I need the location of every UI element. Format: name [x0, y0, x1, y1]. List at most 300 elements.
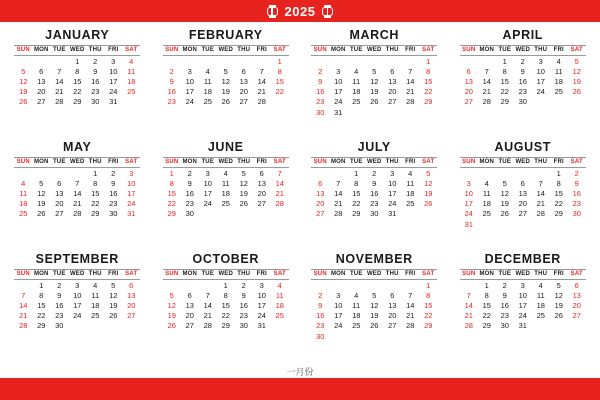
- day-cell[interactable]: 12: [370, 300, 379, 310]
- day-cell[interactable]: 13: [37, 76, 46, 86]
- day-cell[interactable]: 25: [482, 209, 491, 219]
- day-cell[interactable]: 16: [316, 87, 325, 97]
- day-cell[interactable]: 14: [55, 76, 64, 86]
- day-cell[interactable]: 13: [518, 188, 527, 198]
- day-cell[interactable]: 11: [482, 188, 491, 198]
- day-cell[interactable]: 16: [370, 188, 379, 198]
- day-cell[interactable]: 1: [426, 56, 431, 66]
- day-cell[interactable]: 24: [388, 199, 397, 209]
- day-cell[interactable]: 13: [316, 188, 325, 198]
- day-cell[interactable]: 14: [334, 188, 343, 198]
- day-cell[interactable]: 16: [167, 87, 176, 97]
- day-cell[interactable]: 8: [169, 178, 174, 188]
- day-cell[interactable]: 27: [464, 97, 473, 107]
- day-cell[interactable]: 31: [257, 321, 266, 331]
- day-cell[interactable]: 12: [167, 300, 176, 310]
- day-cell[interactable]: 1: [223, 280, 228, 290]
- day-cell[interactable]: 23: [500, 311, 509, 321]
- day-cell[interactable]: 29: [424, 321, 433, 331]
- day-cell[interactable]: 18: [406, 188, 415, 198]
- day-cell[interactable]: 25: [536, 311, 545, 321]
- day-cell[interactable]: 6: [574, 280, 579, 290]
- day-cell[interactable]: 10: [185, 76, 194, 86]
- day-cell[interactable]: 12: [500, 188, 509, 198]
- day-cell[interactable]: 13: [185, 300, 194, 310]
- day-cell[interactable]: 4: [129, 56, 134, 66]
- day-cell[interactable]: 8: [93, 178, 98, 188]
- day-cell[interactable]: 18: [554, 76, 563, 86]
- day-cell[interactable]: 28: [73, 209, 82, 219]
- day-cell[interactable]: 5: [556, 280, 561, 290]
- day-cell[interactable]: 17: [536, 76, 545, 86]
- day-cell[interactable]: 27: [572, 311, 581, 321]
- day-cell[interactable]: 2: [502, 280, 507, 290]
- day-cell[interactable]: 1: [93, 168, 98, 178]
- day-cell[interactable]: 24: [73, 311, 82, 321]
- day-cell[interactable]: 8: [39, 290, 44, 300]
- day-cell[interactable]: 21: [406, 87, 415, 97]
- day-cell[interactable]: 20: [239, 87, 248, 97]
- day-cell[interactable]: 13: [55, 188, 64, 198]
- day-cell[interactable]: 28: [482, 97, 491, 107]
- day-cell[interactable]: 10: [388, 178, 397, 188]
- day-cell[interactable]: 19: [424, 188, 433, 198]
- day-cell[interactable]: 13: [572, 290, 581, 300]
- day-cell[interactable]: 21: [203, 311, 212, 321]
- day-cell[interactable]: 13: [257, 178, 266, 188]
- day-cell[interactable]: 28: [19, 321, 28, 331]
- day-cell[interactable]: 26: [370, 321, 379, 331]
- day-cell[interactable]: 7: [408, 290, 413, 300]
- day-cell[interactable]: 5: [574, 56, 579, 66]
- day-cell[interactable]: 23: [316, 97, 325, 107]
- day-cell[interactable]: 19: [221, 87, 230, 97]
- day-cell[interactable]: 30: [109, 209, 118, 219]
- day-cell[interactable]: 27: [518, 209, 527, 219]
- day-cell[interactable]: 24: [109, 87, 118, 97]
- day-cell[interactable]: 9: [520, 66, 525, 76]
- day-cell[interactable]: 10: [127, 178, 136, 188]
- day-cell[interactable]: 2: [169, 66, 174, 76]
- day-cell[interactable]: 22: [73, 87, 82, 97]
- day-cell[interactable]: 6: [390, 66, 395, 76]
- day-cell[interactable]: 27: [55, 209, 64, 219]
- day-cell[interactable]: 31: [127, 209, 136, 219]
- day-cell[interactable]: 18: [275, 300, 284, 310]
- day-cell[interactable]: 16: [185, 188, 194, 198]
- day-cell[interactable]: 21: [257, 87, 266, 97]
- day-cell[interactable]: 11: [19, 188, 28, 198]
- day-cell[interactable]: 28: [464, 321, 473, 331]
- day-cell[interactable]: 8: [223, 290, 228, 300]
- day-cell[interactable]: 21: [482, 87, 491, 97]
- day-cell[interactable]: 26: [554, 311, 563, 321]
- day-cell[interactable]: 15: [482, 300, 491, 310]
- day-cell[interactable]: 15: [500, 76, 509, 86]
- day-cell[interactable]: 29: [554, 209, 563, 219]
- day-cell[interactable]: 15: [424, 300, 433, 310]
- day-cell[interactable]: 11: [536, 290, 545, 300]
- day-cell[interactable]: 4: [93, 280, 98, 290]
- day-cell[interactable]: 5: [111, 280, 116, 290]
- day-cell[interactable]: 3: [205, 168, 210, 178]
- day-cell[interactable]: 17: [334, 311, 343, 321]
- day-cell[interactable]: 28: [55, 97, 64, 107]
- day-cell[interactable]: 10: [109, 66, 118, 76]
- day-cell[interactable]: 5: [39, 178, 44, 188]
- day-cell[interactable]: 10: [334, 76, 343, 86]
- day-cell[interactable]: 9: [318, 300, 323, 310]
- day-cell[interactable]: 28: [275, 199, 284, 209]
- day-cell[interactable]: 17: [518, 300, 527, 310]
- day-cell[interactable]: 16: [55, 300, 64, 310]
- day-cell[interactable]: 15: [221, 300, 230, 310]
- day-cell[interactable]: 21: [73, 199, 82, 209]
- day-cell[interactable]: 29: [37, 321, 46, 331]
- day-cell[interactable]: 1: [277, 56, 282, 66]
- day-cell[interactable]: 30: [316, 331, 325, 341]
- day-cell[interactable]: 10: [257, 290, 266, 300]
- day-cell[interactable]: 17: [388, 188, 397, 198]
- day-cell[interactable]: 21: [19, 311, 28, 321]
- day-cell[interactable]: 4: [223, 168, 228, 178]
- day-cell[interactable]: 21: [55, 87, 64, 97]
- day-cell[interactable]: 7: [75, 178, 80, 188]
- day-cell[interactable]: 17: [203, 188, 212, 198]
- day-cell[interactable]: 7: [57, 66, 62, 76]
- day-cell[interactable]: 4: [408, 168, 413, 178]
- day-cell[interactable]: 15: [37, 300, 46, 310]
- day-cell[interactable]: 12: [370, 76, 379, 86]
- day-cell[interactable]: 20: [388, 311, 397, 321]
- day-cell[interactable]: 17: [109, 76, 118, 86]
- day-cell[interactable]: 17: [464, 199, 473, 209]
- day-cell[interactable]: 8: [75, 66, 80, 76]
- day-cell[interactable]: 15: [91, 188, 100, 198]
- day-cell[interactable]: 25: [221, 199, 230, 209]
- day-cell[interactable]: 30: [518, 97, 527, 107]
- day-cell[interactable]: 16: [316, 311, 325, 321]
- day-cell[interactable]: 9: [502, 290, 507, 300]
- day-cell[interactable]: 7: [484, 66, 489, 76]
- day-cell[interactable]: 14: [73, 188, 82, 198]
- day-cell[interactable]: 20: [316, 199, 325, 209]
- day-cell[interactable]: 25: [127, 87, 136, 97]
- day-cell[interactable]: 3: [466, 178, 471, 188]
- day-cell[interactable]: 6: [259, 168, 264, 178]
- day-cell[interactable]: 6: [318, 178, 323, 188]
- day-cell[interactable]: 24: [203, 199, 212, 209]
- day-cell[interactable]: 17: [127, 188, 136, 198]
- day-cell[interactable]: 22: [424, 87, 433, 97]
- day-cell[interactable]: 19: [554, 300, 563, 310]
- day-cell[interactable]: 11: [221, 178, 230, 188]
- day-cell[interactable]: 10: [334, 300, 343, 310]
- day-cell[interactable]: 4: [21, 178, 26, 188]
- day-cell[interactable]: 24: [464, 209, 473, 219]
- day-cell[interactable]: 28: [536, 209, 545, 219]
- day-cell[interactable]: 6: [520, 178, 525, 188]
- day-cell[interactable]: 28: [406, 97, 415, 107]
- day-cell[interactable]: 18: [352, 311, 361, 321]
- day-cell[interactable]: 20: [572, 300, 581, 310]
- day-cell[interactable]: 24: [257, 311, 266, 321]
- day-cell[interactable]: 30: [239, 321, 248, 331]
- day-cell[interactable]: 11: [352, 300, 361, 310]
- day-cell[interactable]: 18: [19, 199, 28, 209]
- day-cell[interactable]: 12: [37, 188, 46, 198]
- day-cell[interactable]: 5: [372, 290, 377, 300]
- day-cell[interactable]: 10: [536, 66, 545, 76]
- day-cell[interactable]: 29: [91, 209, 100, 219]
- day-cell[interactable]: 25: [554, 87, 563, 97]
- day-cell[interactable]: 8: [426, 66, 431, 76]
- day-cell[interactable]: 3: [187, 66, 192, 76]
- day-cell[interactable]: 6: [187, 290, 192, 300]
- day-cell[interactable]: 4: [354, 290, 359, 300]
- day-cell[interactable]: 7: [466, 290, 471, 300]
- day-cell[interactable]: 29: [167, 209, 176, 219]
- day-cell[interactable]: 25: [352, 97, 361, 107]
- day-cell[interactable]: 8: [354, 178, 359, 188]
- day-cell[interactable]: 18: [536, 300, 545, 310]
- day-cell[interactable]: 4: [556, 56, 561, 66]
- day-cell[interactable]: 8: [502, 66, 507, 76]
- day-cell[interactable]: 24: [185, 97, 194, 107]
- day-cell[interactable]: 16: [239, 300, 248, 310]
- day-cell[interactable]: 20: [37, 87, 46, 97]
- day-cell[interactable]: 7: [538, 178, 543, 188]
- day-cell[interactable]: 12: [239, 178, 248, 188]
- day-cell[interactable]: 15: [424, 76, 433, 86]
- day-cell[interactable]: 25: [91, 311, 100, 321]
- day-cell[interactable]: 21: [464, 311, 473, 321]
- day-cell[interactable]: 15: [275, 76, 284, 86]
- day-cell[interactable]: 4: [484, 178, 489, 188]
- day-cell[interactable]: 9: [57, 290, 62, 300]
- day-cell[interactable]: 11: [127, 66, 136, 76]
- day-cell[interactable]: 20: [518, 199, 527, 209]
- day-cell[interactable]: 6: [466, 66, 471, 76]
- day-cell[interactable]: 27: [388, 97, 397, 107]
- day-cell[interactable]: 3: [538, 56, 543, 66]
- day-cell[interactable]: 1: [502, 56, 507, 66]
- day-cell[interactable]: 19: [37, 199, 46, 209]
- day-cell[interactable]: 2: [318, 66, 323, 76]
- day-cell[interactable]: 28: [334, 209, 343, 219]
- day-cell[interactable]: 18: [91, 300, 100, 310]
- day-cell[interactable]: 11: [554, 66, 563, 76]
- day-cell[interactable]: 23: [239, 311, 248, 321]
- day-cell[interactable]: 26: [167, 321, 176, 331]
- day-cell[interactable]: 7: [21, 290, 26, 300]
- day-cell[interactable]: 10: [518, 290, 527, 300]
- day-cell[interactable]: 25: [19, 209, 28, 219]
- day-cell[interactable]: 22: [275, 87, 284, 97]
- day-cell[interactable]: 12: [572, 66, 581, 76]
- day-cell[interactable]: 14: [257, 76, 266, 86]
- day-cell[interactable]: 9: [111, 178, 116, 188]
- day-cell[interactable]: 22: [424, 311, 433, 321]
- day-cell[interactable]: 12: [221, 76, 230, 86]
- day-cell[interactable]: 9: [93, 66, 98, 76]
- day-cell[interactable]: 19: [370, 311, 379, 321]
- day-cell[interactable]: 18: [352, 87, 361, 97]
- day-cell[interactable]: 4: [354, 66, 359, 76]
- day-cell[interactable]: 25: [203, 97, 212, 107]
- day-cell[interactable]: 29: [482, 321, 491, 331]
- day-cell[interactable]: 19: [167, 311, 176, 321]
- day-cell[interactable]: 2: [520, 56, 525, 66]
- day-cell[interactable]: 12: [424, 178, 433, 188]
- day-cell[interactable]: 16: [572, 188, 581, 198]
- day-cell[interactable]: 27: [185, 321, 194, 331]
- day-cell[interactable]: 3: [336, 66, 341, 76]
- day-cell[interactable]: 22: [352, 199, 361, 209]
- day-cell[interactable]: 15: [73, 76, 82, 86]
- day-cell[interactable]: 7: [259, 66, 264, 76]
- day-cell[interactable]: 1: [556, 168, 561, 178]
- day-cell[interactable]: 11: [91, 290, 100, 300]
- day-cell[interactable]: 26: [221, 97, 230, 107]
- day-cell[interactable]: 5: [21, 66, 26, 76]
- day-cell[interactable]: 1: [426, 280, 431, 290]
- day-cell[interactable]: 22: [554, 199, 563, 209]
- day-cell[interactable]: 14: [19, 300, 28, 310]
- day-cell[interactable]: 7: [336, 178, 341, 188]
- day-cell[interactable]: 3: [111, 56, 116, 66]
- day-cell[interactable]: 8: [277, 66, 282, 76]
- day-cell[interactable]: 19: [500, 199, 509, 209]
- day-cell[interactable]: 8: [484, 290, 489, 300]
- day-cell[interactable]: 8: [426, 290, 431, 300]
- day-cell[interactable]: 13: [239, 76, 248, 86]
- day-cell[interactable]: 31: [464, 219, 473, 229]
- day-cell[interactable]: 23: [370, 199, 379, 209]
- day-cell[interactable]: 7: [205, 290, 210, 300]
- day-cell[interactable]: 6: [241, 66, 246, 76]
- day-cell[interactable]: 10: [203, 178, 212, 188]
- day-cell[interactable]: 29: [500, 97, 509, 107]
- day-cell[interactable]: 30: [91, 97, 100, 107]
- day-cell[interactable]: 4: [277, 280, 282, 290]
- day-cell[interactable]: 31: [388, 209, 397, 219]
- day-cell[interactable]: 23: [55, 311, 64, 321]
- day-cell[interactable]: 28: [257, 97, 266, 107]
- day-cell[interactable]: 19: [239, 188, 248, 198]
- day-cell[interactable]: 25: [352, 321, 361, 331]
- day-cell[interactable]: 24: [334, 321, 343, 331]
- day-cell[interactable]: 17: [185, 87, 194, 97]
- day-cell[interactable]: 23: [518, 87, 527, 97]
- day-cell[interactable]: 24: [518, 311, 527, 321]
- day-cell[interactable]: 30: [316, 107, 325, 117]
- day-cell[interactable]: 27: [239, 97, 248, 107]
- day-cell[interactable]: 5: [502, 178, 507, 188]
- day-cell[interactable]: 5: [241, 168, 246, 178]
- day-cell[interactable]: 27: [257, 199, 266, 209]
- day-cell[interactable]: 12: [109, 290, 118, 300]
- day-cell[interactable]: 14: [406, 300, 415, 310]
- day-cell[interactable]: 18: [127, 76, 136, 86]
- day-cell[interactable]: 29: [424, 97, 433, 107]
- day-cell[interactable]: 11: [275, 290, 284, 300]
- day-cell[interactable]: 9: [318, 76, 323, 86]
- day-cell[interactable]: 21: [275, 188, 284, 198]
- day-cell[interactable]: 25: [275, 311, 284, 321]
- day-cell[interactable]: 29: [73, 97, 82, 107]
- day-cell[interactable]: 30: [370, 209, 379, 219]
- day-cell[interactable]: 26: [572, 87, 581, 97]
- day-cell[interactable]: 21: [536, 199, 545, 209]
- day-cell[interactable]: 19: [370, 87, 379, 97]
- day-cell[interactable]: 3: [75, 280, 80, 290]
- day-cell[interactable]: 26: [239, 199, 248, 209]
- day-cell[interactable]: 5: [169, 290, 174, 300]
- day-cell[interactable]: 27: [37, 97, 46, 107]
- day-cell[interactable]: 19: [572, 76, 581, 86]
- day-cell[interactable]: 10: [464, 188, 473, 198]
- day-cell[interactable]: 18: [203, 87, 212, 97]
- day-cell[interactable]: 6: [390, 290, 395, 300]
- day-cell[interactable]: 6: [39, 66, 44, 76]
- day-cell[interactable]: 20: [464, 87, 473, 97]
- day-cell[interactable]: 17: [73, 300, 82, 310]
- day-cell[interactable]: 2: [318, 290, 323, 300]
- day-cell[interactable]: 9: [574, 178, 579, 188]
- day-cell[interactable]: 16: [91, 76, 100, 86]
- day-cell[interactable]: 2: [57, 280, 62, 290]
- day-cell[interactable]: 30: [55, 321, 64, 331]
- day-cell[interactable]: 7: [408, 66, 413, 76]
- day-cell[interactable]: 2: [574, 168, 579, 178]
- day-cell[interactable]: 11: [406, 178, 415, 188]
- day-cell[interactable]: 21: [406, 311, 415, 321]
- day-cell[interactable]: 31: [334, 107, 343, 117]
- day-cell[interactable]: 1: [484, 280, 489, 290]
- day-cell[interactable]: 17: [334, 87, 343, 97]
- day-cell[interactable]: 22: [482, 311, 491, 321]
- day-cell[interactable]: 7: [277, 168, 282, 178]
- day-cell[interactable]: 31: [109, 97, 118, 107]
- day-cell[interactable]: 3: [336, 290, 341, 300]
- day-cell[interactable]: 19: [109, 300, 118, 310]
- day-cell[interactable]: 22: [221, 311, 230, 321]
- day-cell[interactable]: 14: [275, 178, 284, 188]
- day-cell[interactable]: 9: [372, 178, 377, 188]
- day-cell[interactable]: 30: [572, 209, 581, 219]
- day-cell[interactable]: 20: [185, 311, 194, 321]
- day-cell[interactable]: 26: [109, 311, 118, 321]
- day-cell[interactable]: 17: [257, 300, 266, 310]
- day-cell[interactable]: 6: [57, 178, 62, 188]
- day-cell[interactable]: 15: [554, 188, 563, 198]
- day-cell[interactable]: 21: [334, 199, 343, 209]
- day-cell[interactable]: 20: [388, 87, 397, 97]
- day-cell[interactable]: 25: [406, 199, 415, 209]
- day-cell[interactable]: 14: [482, 76, 491, 86]
- day-cell[interactable]: 12: [554, 290, 563, 300]
- day-cell[interactable]: 10: [73, 290, 82, 300]
- day-cell[interactable]: 26: [500, 209, 509, 219]
- day-cell[interactable]: 13: [388, 300, 397, 310]
- day-cell[interactable]: 1: [39, 280, 44, 290]
- day-cell[interactable]: 16: [518, 76, 527, 86]
- day-cell[interactable]: 24: [127, 199, 136, 209]
- day-cell[interactable]: 8: [556, 178, 561, 188]
- day-cell[interactable]: 30: [500, 321, 509, 331]
- day-cell[interactable]: 18: [482, 199, 491, 209]
